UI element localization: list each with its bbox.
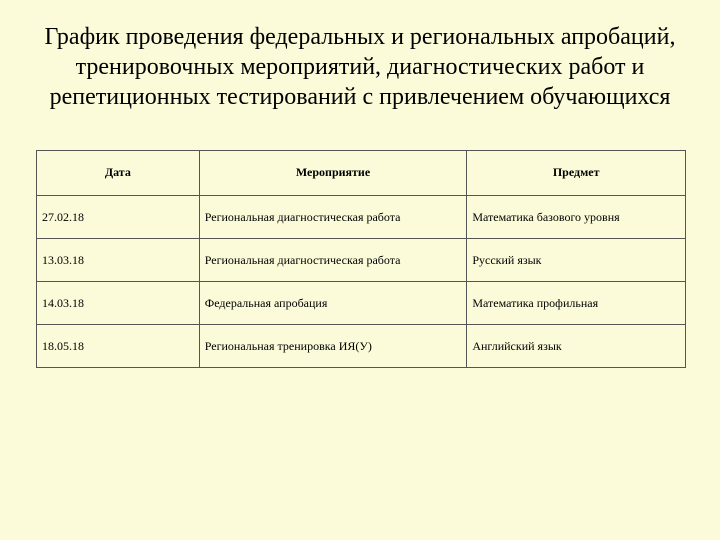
cell-event: Региональная тренировка ИЯ(У) <box>199 325 467 368</box>
cell-event: Региональная диагностическая работа <box>199 239 467 282</box>
cell-event: Региональная диагностическая работа <box>199 196 467 239</box>
schedule-table <box>36 150 686 368</box>
cell-subject: Математика профильная <box>467 282 686 325</box>
title-line-2: тренировочных мероприятий, диагностических работ и <box>75 54 645 80</box>
header-date: Дата <box>37 151 200 196</box>
header-subject: Предмет <box>467 151 686 196</box>
table-row <box>37 325 686 368</box>
table-row <box>37 239 686 282</box>
cell-subject: Математика базового уровня <box>467 196 686 239</box>
cell-subject: Английский язык <box>467 325 686 368</box>
table-header-row <box>37 151 686 196</box>
cell-event: Федеральная апробация <box>199 282 467 325</box>
cell-date: 27.02.18 <box>37 196 200 239</box>
header-event: Мероприятие <box>199 151 467 196</box>
cell-date: 14.03.18 <box>37 282 200 325</box>
table-row <box>37 196 686 239</box>
cell-date: 18.05.18 <box>37 325 200 368</box>
title-line-1: График проведения федеральных и региональных апробаций, <box>44 24 676 50</box>
page-title <box>20 22 700 112</box>
table-row <box>37 282 686 325</box>
cell-subject: Русский язык <box>467 239 686 282</box>
title-line-3: репетиционных тестирований с привлечением обучающихся <box>49 84 671 110</box>
cell-date: 13.03.18 <box>37 239 200 282</box>
